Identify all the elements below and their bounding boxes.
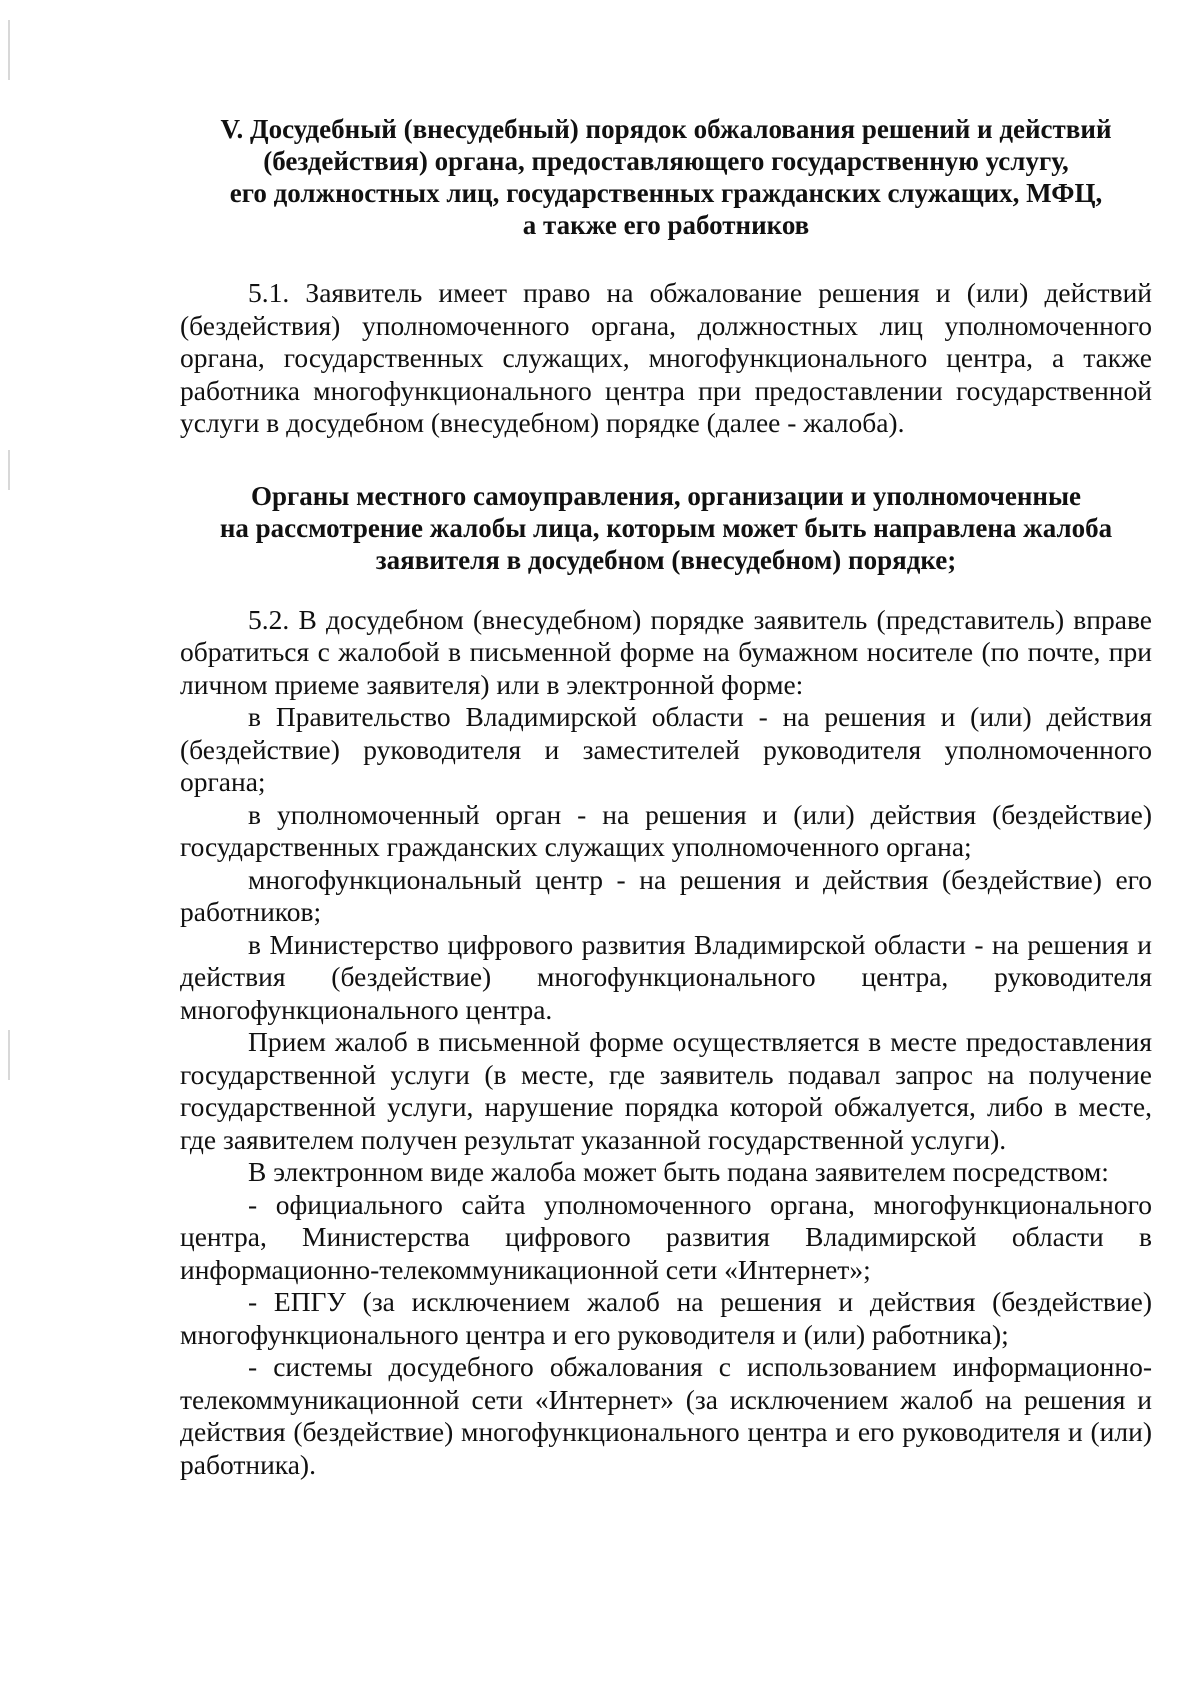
subheading-complaint-bodies xyxy=(180,480,1152,576)
recipient-item: многофункциональный центр - на решения и действия (бездействие) его работников; xyxy=(180,863,1152,927)
recipient-item: в Правительство Владимирской области - на решения и (или) действия (бездействие) руководителя и заместителей руководителя уполномоченного органа; xyxy=(180,701,1152,797)
section-title-line: а также его работников xyxy=(522,210,810,240)
electronic-channel-item: - официального сайта уполномоченного органа, многофункционального центра, Министерства цифрового развития Владимирской области в информационно-телекоммуникационной сети «Интернет»; xyxy=(180,1188,1152,1285)
paragraph-5-2: 5.2. В досудебном (внесудебном) порядке заявитель (представитель) вправе обратиться с жалобой в письменной форме на бумажном носителе (по почте, при личном приеме заявителя) или в электронной форме: xyxy=(180,603,1152,700)
subheading-line: на рассмотрение жалобы лица, которым может быть направлена жалоба xyxy=(219,512,1113,543)
scan-artifact xyxy=(8,450,10,490)
section-title xyxy=(180,113,1152,241)
section-title-line: V. Досудебный (внесудебный) порядок обжалования решений и действий xyxy=(220,114,1112,144)
scan-artifact xyxy=(8,1030,10,1080)
section-title-line: его должностных лиц, государственных гражданских служащих, МФЦ, xyxy=(229,178,1103,208)
electronic-channel-item: - системы досудебного обжалования с использованием информационно-телекоммуникационной сети «Интернет» (за исключением жалоб на решения и действия (бездействие) многофункционального центра и его руководителя и (или) работника). xyxy=(180,1351,1152,1480)
subheading-line: заявителя в досудебном (внесудебном) порядке; xyxy=(375,544,957,575)
paragraph-5-1: 5.1. Заявитель имеет право на обжалование решения и (или) действий (бездействия) уполномоченного органа, должностных лиц уполномоченного органа, государственных служащих, многофункционального центра, а также работника многофункционального центра при предоставлении государственной услуги в досудебном (внесудебном) порядке (далее - жалоба). xyxy=(180,277,1152,438)
section-title-line: (бездействия) органа, предоставляющего государственную услугу, xyxy=(263,146,1069,176)
document-page xyxy=(180,105,1152,1481)
recipient-item: в уполномоченный орган - на решения и (или) действия (бездействие) государственных гражданских служащих уполномоченного органа; xyxy=(180,798,1152,862)
recipient-item: в Министерство цифрового развития Владимирской области - на решения и действия (бездействие) многофункционального центра, руководителя многофункционального центра. xyxy=(180,928,1152,1025)
electronic-channel-item: - ЕПГУ (за исключением жалоб на решения и действия (бездействие) многофункционального центра и его руководителя и (или) работника); xyxy=(180,1286,1152,1350)
paragraph-electronic-complaints: В электронном виде жалоба может быть подана заявителем посредством: xyxy=(248,1156,1109,1187)
subheading-line: Органы местного самоуправления, организации и уполномоченные xyxy=(250,480,1082,511)
scan-artifact xyxy=(8,20,10,80)
paragraph-written-complaints: Прием жалоб в письменной форме осуществляется в месте предоставления государственной услуги (в месте, где заявитель подавал запрос на получение государственной услуги, нарушение порядка которой обжалуется, либо в месте, где заявителем получен результат указанной государственной услуги). xyxy=(180,1026,1152,1155)
